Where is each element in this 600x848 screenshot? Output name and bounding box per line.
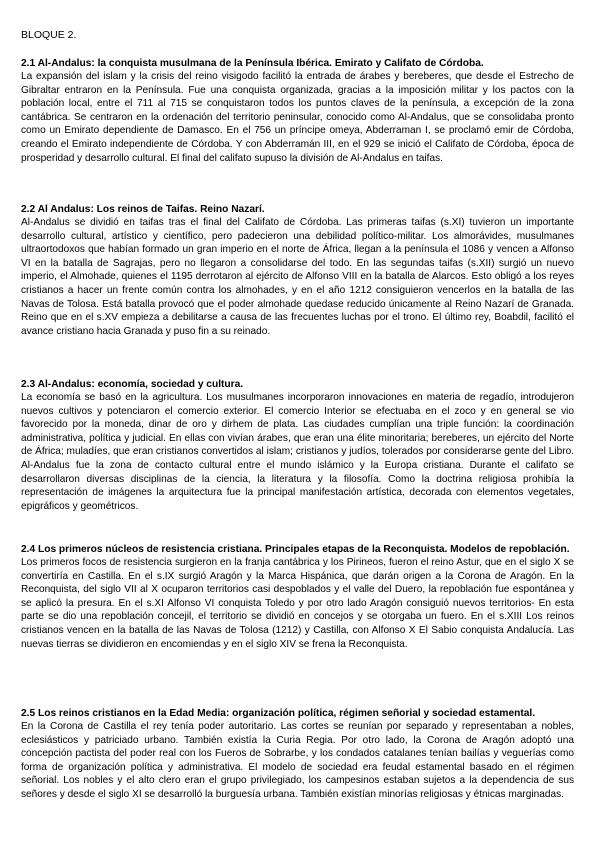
- section-body: En la Corona de Castilla el rey tenía poder autoritario. Las cortes se reunían por separado y representaban a nobles, eclesiásticos y patriciado urbano. También existía la Curia Regia. Por otro lado, la Corona de Aragón adoptó una concepción pactista del poder real con los Fueros de Sobrarbe, y los condados catalanes tenían bailías y veguerías como forma de organización política y administrativa. El modelo de sociedad era feudal estamental basado en el régimen señorial. Los nobles y el alto clero eran el grupo privilegiado, los campesinos estaban sujetos a la dependencia de sus señores y desde el siglo XI se desarrolló la burguesía urbana. También existían minorías religiosas y étnicas marginadas.: [21, 721, 574, 800]
- section-2-2: [21, 203, 574, 338]
- section-body: Los primeros focos de resistencia surgieron en la franja cantábrica y los Pirineos, fueron el reino Astur, que en el siglo X se convertiría en Castilla. En el s.IX surgió Aragón y la Marca Hispánica, que darán origen a la Corona de Aragón. En la Reconquista, del siglo VII al X ocuparon territorios casi despoblados y el valle del Duero, la repoblación fue espontánea y se aplicó la presura. En el s.XI Alfonso VI conquista Toledo y por otro lado Aragón consiguió nuevos territorios- En esta parte se dio una repoblación concejil, el territorio se dividió en concejos y se otorgaba un fuero. En el s.XIII Los reinos cristianos vencen en la batalla de las Navas de Tolosa (1212) y Castilla, con Alfonso X El Sabio conquista Andalucía. Las nuevas tierras se dividieron en encomiendas y en el siglo XIV se frena la Reconquista.: [21, 557, 574, 650]
- section-body: La economía se basó en la agricultura. Los musulmanes incorporaron innovaciones en materia de regadío, introdujeron nuevos cultivos y potenciaron el comercio exterior. El comercio Interior se efectuaba en el zoco y en general se vio favorecido por la moneda, dinar de oro y dirhem de plata. Las ciudades cumplían una triple función: la coordinación administrativa, política y judicial. En ellas con vivían árabes, que eran una élite minoritaria; bereberes, un ejército del Norte de África; muladíes, que eran cristianos convertidos al islam; cristianos y judíos, tolerados por considerarse gente del Libro. Al-Andalus fue la zona de contacto cultural entre el mundo islámico y la Europa cristiana. Durante el califato se desarrollaron diversas disciplinas de la ciencia, la literatura y la filosofía. Como la doctrina religiosa prohibía la representación de imágenes la arquitectura fue la principal manifestación artística, decorada con elementos vegetales, epigráficos y geométricos.: [21, 392, 574, 512]
- section-heading: 2.1 Al-Andalus: la conquista musulmana de la Península Ibérica. Emirato y Califato de Córdoba.: [21, 58, 484, 69]
- section-heading: 2.5 Los reinos cristianos en la Edad Media: organización política, régimen señorial y sociedad estamental.: [21, 708, 536, 719]
- section-2-1: [21, 57, 574, 165]
- section-heading: 2.4 Los primeros núcleos de resistencia cristiana. Principales etapas de la Reconquista. Modelos de repoblación.: [21, 544, 570, 555]
- section-heading: 2.2 Al Andalus: Los reinos de Taifas. Reino Nazarí.: [21, 204, 265, 215]
- bloque-label: BLOQUE 2.: [21, 29, 77, 41]
- section-body: Al-Andalus se dividió en taifas tras el final del Califato de Córdoba. Las primeras taifas (s.XI) tuvieron un importante desarrollo cultural, artístico y científico, pero padecieron una debilidad político-militar. Los almorávides, musulmanes ultraortodoxos que habían formado un gran imperio en el norte de África, llegan a la península el 1086 y vencen a Alfonso VI en la batalla de Sagrajas, pero no llegaron a consolidarse del todo. En las segundas taifas (s.XII) surgió un nuevo imperio, el Almohade, quienes el 1195 derrotaron al ejército de Alfonso VIII en la batalla de Alarcos. Esto obligó a los reyes cristianos a hacer un frente común contra los almohades, y en el año 1212 consiguieron vencerlos en la batalla de las Navas de Tolosa. Está batalla provocó que el poder almohade quedase reducido únicamente al Reino Nazarí de Granada. Reino que en el s.XV empieza a debilitarse a causa de las frecuentes luchas por el trono. El último rey, Boabdil, facilitó el avance cristiano hacia Granada y puso fin a su reinado.: [21, 217, 574, 337]
- section-2-3: [21, 378, 574, 513]
- section-2-5: [21, 707, 574, 802]
- section-2-4: [21, 543, 574, 651]
- section-heading: 2.3 Al-Andalus: economía, sociedad y cultura.: [21, 379, 244, 390]
- section-body: La expansión del islam y la crisis del reino visigodo facilitó la entrada de árabes y bereberes, que desde el Estrecho de Gibraltar entraron en la Península. Fue una conquista organizada, gracias a la imposición militar y los pactos con la población local, entre el 711 al 715 se conquistaron todos los puntos claves de la península, a excepción de la zona cantábrica. Se centraron en la ordenación del territorio peninsular, conocido como Al-Andalus, que se consolidaba pronto como un Emirato dependiente de Damasco. En el 756 un príncipe omeya, Abderraman I, se proclamó emir de Córdoba, creando el Emirato independiente de Córdoba. Y con Abderramán III, en el 929 se inició el Califato de Córdoba, época de prosperidad y desarrollo cultural. El final del califato supuso la división de Al-Andalus en taifas.: [21, 71, 574, 164]
